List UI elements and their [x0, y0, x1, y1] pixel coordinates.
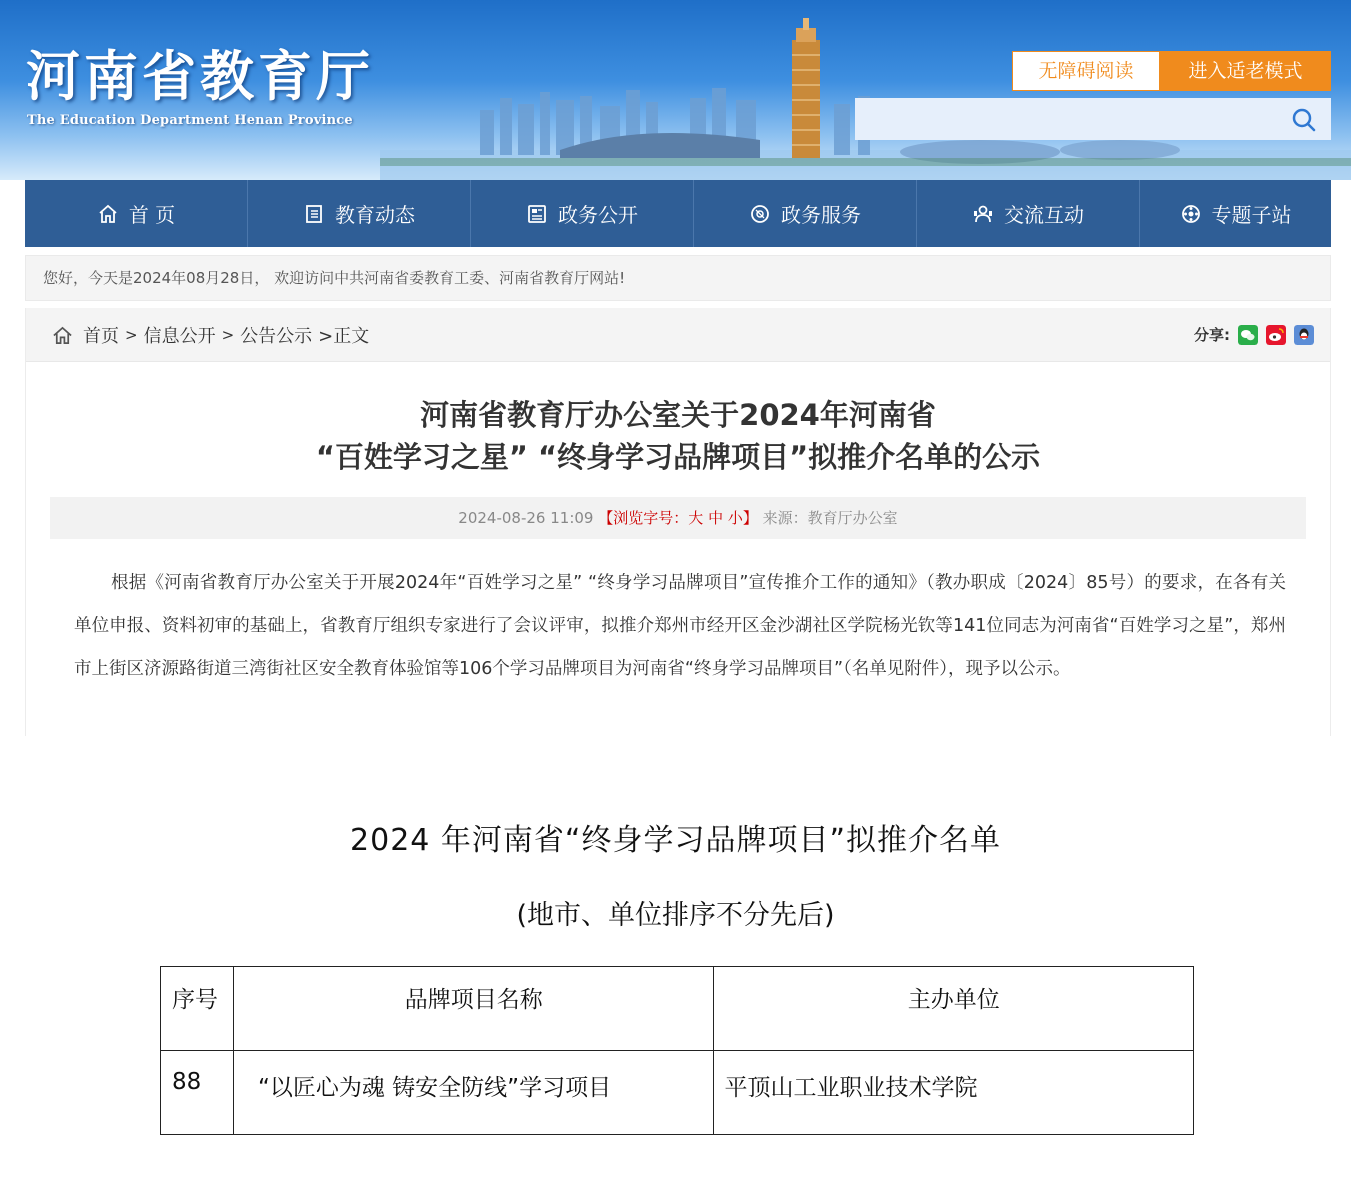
nav-item-label: 政务服务 [781, 203, 861, 227]
site-logo-title: 河南省教育厅 [26, 44, 374, 108]
nav-item-label: 专题子站 [1211, 203, 1292, 227]
article-body: 根据《河南省教育厅办公室关于开展2024年“百姓学习之星” “终身学习品牌项目”宣传推介工作的通知》（教办职成〔2024〕85号）的要求，在各有关单位申报、资料初审的基础上，省教育厅组织专家进行了会议评审，拟推介郑州市经开区金沙湖社区学院杨光钦等141位同志为河南省“百姓学习之星”，郑州市上街区济源路街道三湾街社区安全教育体验馆等106个学习品牌项目为河南省“终身学习品牌项目”（名单见附件），现予以公示。 [74, 573, 1286, 679]
article-meta [50, 497, 1306, 539]
breadcrumb-separator: > [125, 326, 138, 344]
article-source: 来源：教育厅办公室 [762, 509, 898, 527]
table-header-row [161, 967, 1194, 1051]
breadcrumb-bar [26, 308, 1330, 362]
column-header-organizer: 主办单位 [714, 967, 1194, 1051]
breadcrumb [52, 322, 369, 348]
elder-mode-button[interactable]: 进入适老模式 [1160, 51, 1331, 91]
interaction-icon [972, 203, 994, 225]
column-header-project-name: 品牌项目名称 [233, 967, 714, 1051]
breadcrumb-home-link[interactable]: 首页 [83, 326, 119, 347]
nav-item-interaction[interactable] [917, 180, 1140, 247]
search-icon[interactable] [1291, 107, 1317, 133]
font-size-medium-button[interactable]: 中 [708, 509, 724, 527]
article-panel [25, 308, 1331, 736]
table-row [161, 1051, 1194, 1135]
breadcrumb-separator: > [221, 326, 235, 344]
font-size-large-button[interactable]: 大 [688, 509, 704, 527]
welcome-bar: 您好，今天是2024年08月28日， 欢迎访问中共河南省委教育工委、河南省教育厅网站! [25, 255, 1331, 301]
font-size-label: 【浏览字号： [598, 509, 689, 527]
publish-date: 2024-08-26 11:09 [458, 509, 594, 527]
qq-icon[interactable] [1294, 325, 1314, 345]
article-title-line1: 河南省教育厅办公室关于2024年河南省 [420, 398, 936, 432]
share-label: 分享: [1194, 326, 1230, 344]
article-title [26, 394, 1330, 478]
nav-item-label: 政务公开 [558, 203, 638, 227]
header-banner [0, 0, 1351, 180]
search-input[interactable] [855, 98, 1275, 140]
font-size-close: 】 [742, 509, 758, 527]
home-icon [52, 325, 73, 346]
nav-item-label: 交流互动 [1004, 203, 1084, 227]
cell-index: 88 [161, 1051, 234, 1135]
font-size-small-button[interactable]: 小 [727, 509, 743, 527]
subsite-icon [1180, 203, 1202, 225]
cell-organizer: 平顶山工业职业技术学院 [714, 1051, 1194, 1135]
nav-item-government-services[interactable] [694, 180, 917, 247]
weibo-icon[interactable] [1266, 325, 1286, 345]
breadcrumb-current: >正文 [318, 326, 370, 347]
nav-item-label: 首 页 [128, 203, 176, 227]
news-icon [303, 203, 325, 225]
home-icon [97, 203, 119, 225]
nav-item-label: 教育动态 [335, 203, 415, 227]
breadcrumb-info-disclosure-link[interactable]: 信息公开 [143, 326, 216, 347]
nav-item-home[interactable] [25, 180, 248, 247]
site-logo-subtitle: The Education Department Henan Province [27, 113, 353, 128]
document-icon [526, 203, 548, 225]
attachment-title: 2024 年河南省“终身学习品牌项目”拟推介名单 [350, 823, 1001, 858]
main-nav [25, 180, 1331, 247]
tower-shape [792, 18, 820, 158]
breadcrumb-notices-link[interactable]: 公告公示 [240, 326, 313, 347]
search-bar [855, 98, 1331, 140]
article-title-line2: “百姓学习之星” “终身学习品牌项目”拟推介名单的公示 [315, 440, 1041, 474]
nav-item-government-affairs[interactable] [471, 180, 694, 247]
share-bar [1194, 324, 1314, 345]
nav-item-education-news[interactable] [248, 180, 471, 247]
service-icon [749, 203, 771, 225]
nav-item-subsites[interactable] [1140, 180, 1331, 247]
cell-project-name: “以匠心为魂 铸安全防线”学习项目 [233, 1051, 714, 1135]
candidate-table [160, 966, 1194, 1135]
attachment-subtitle: (地市、单位排序不分先后) [516, 900, 835, 931]
accessibility-reading-button[interactable]: 无障碍阅读 [1012, 51, 1160, 91]
column-header-index: 序号 [161, 967, 234, 1051]
wechat-icon[interactable] [1238, 325, 1258, 345]
